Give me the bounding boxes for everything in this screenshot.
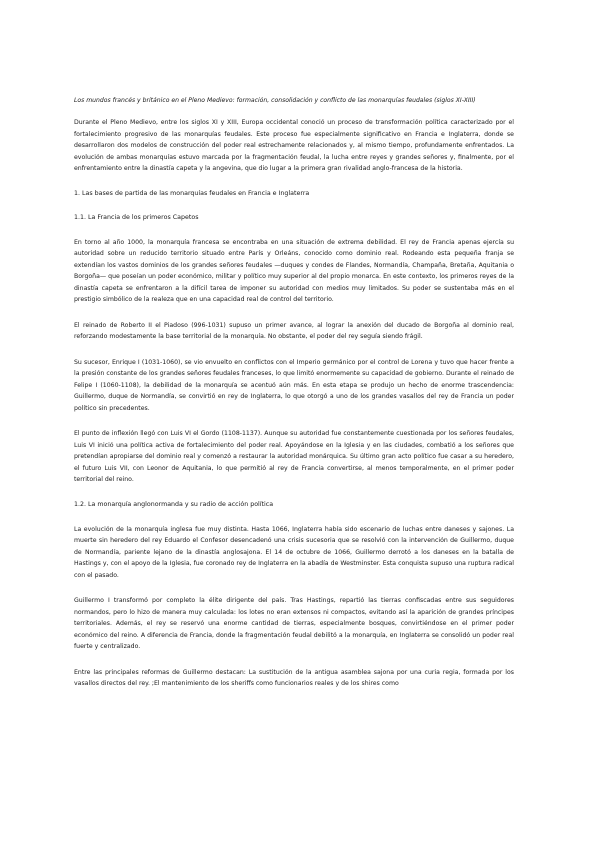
paragraph-guillermo-i: Guillermo I transformó por completo la élite dirigente del país. Tras Hastings, repartió las tierras confiscadas entre sus seguidores normandos, pero lo hizo de manera muy calculada: los lotes no eran extensos ni compactos, evitando así la aparición de grandes príncipes territoriales. Además, el rey se reservó una enorme cantidad de tierras, especialmente bosques, convirtiéndose en el primer poder económico del reino. A diferencia de Francia, donde la fragmentación feudal debilitó a la monarquía, en Inglaterra se consolidó un poder real fuerte y centralizado. <box>74 597 514 650</box>
subsection-heading-1-1: 1.1. La Francia de los primeros Capetos <box>74 213 199 221</box>
paragraph-monarquia-inglesa: La evolución de la monarquía inglesa fue muy distinta. Hasta 1066, Inglaterra había sido escenario de luchas entre daneses y sajones. La muerte sin heredero del rey Eduardo el Confesor desencadenó una crisis sucesoria que se resolvió con la intervención de Guillermo, duque de Normandía, pariente lejano de la dinastía anglosajona. El 14 de octubre de 1066, Guillermo derrotó a los daneses en la batalla de Hastings y, con el apoyo de la Iglesia, fue coronado rey de Inglaterra en la abadía de Westminster. Esta conquista supuso una ruptura radical con el pasado. <box>74 525 514 579</box>
paragraph-luis-vi: El punto de inflexión llegó con Luis VI el Gordo (1108-1137). Aunque su autoridad fue constantemente cuestionada por los señores feudales, Luis VI inició una política activa de fortalecimiento del poder real. Apoyándose en la Iglesia y en las ciudades, combatió a los señores que pretendían apropiarse del dominio real y comenzó a restaurar la autoridad monárquica. Su último gran acto político fue casar a su heredero, el futuro Luis VII, con Leonor de Aquitania, lo que permitió al rey de Francia convertirse, al menos temporalmente, en el primer poder territorial del reino. <box>74 430 514 483</box>
paragraph-reformas: Entre las principales reformas de Guillermo destacan: La sustitución de la antigua asamblea sajona por una curia regia, formada por los vasallos directos del rey. ;El mantenimiento de los sheriffs como funcionarios reales y de los shires como <box>74 668 514 687</box>
paragraph-intro: Durante el Pleno Medievo, entre los siglos XI y XIII, Europa occidental conoció un proceso de transformación política caracterizado por el fortalecimiento progresivo de las monarquías feudales. Este proceso fue especialmente significativo en Francia e Inglaterra, donde se desarrollaron dos modelos de construcción del poder real estrechamente relacionados y, al mismo tiempo, profundamente enfrentados. La evolución de ambas monarquías estuvo marcada por la fragmentación feudal, la lucha entre reyes y grandes señores y, finalmente, por el enfrentamiento entre la dinastía capeta y la angevina, que dio lugar a la primera gran rivalidad anglo-francesa de la historia. <box>74 119 514 172</box>
section-heading-1: 1. Las bases de partida de las monarquías feudales en Francia e Inglaterra <box>74 189 310 197</box>
paragraph-roberto-ii: El reinado de Roberto II el Piadoso (996-1031) supuso un primer avance, al lograr la anexión del ducado de Borgoña al dominio real, reforzando modestamente la base territorial de la monarquía. No obstante, el poder del rey seguía siendo frágil. <box>74 321 514 340</box>
subsection-heading-1-2: 1.2. La monarquía anglonormanda y su radio de acción política <box>74 500 274 508</box>
paragraph-capetos-origen: En torno al año 1000, la monarquía francesa se encontraba en una situación de extrema debilidad. El rey de Francia apenas ejercía su autoridad sobre un reducido territorio situado entre París y Orleáns, conocido como dominio real. Rodeando esta pequeña franja se extendían los vastos dominios de los grandes señores feudales —duques y condes de Flandes, Normandía, Champaña, Bretaña, Aquitania o Borgoña— que poseían un poder económico, militar y político muy superior al del propio monarca. En este contexto, los primeros reyes de la dinastía capeta se enfrentaron a la difícil tarea de imponer su autoridad con medios muy limitados. Su poder se sustentaba más en el prestigio simbólico de la realeza que en una capacidad real de control del territorio. <box>74 238 514 303</box>
paragraph-enrique-i: Su sucesor, Enrique I (1031-1060), se vio envuelto en conflictos con el Imperio germánico por el control de Lorena y tuvo que hacer frente a la presión constante de los grandes señores feudales franceses, lo que limitó enormemente su capacidad de gobierno. Durante el reinado de Felipe I (1060-1108), la debilidad de la monarquía se acentuó aún más. En esta etapa se produjo un hecho de enorme trascendencia: Guillermo, duque de Normandía, se convirtió en rey de Inglaterra, lo que otorgó a uno de los grandes vasallos del rey de Francia un poder político sin precedentes. <box>74 358 514 412</box>
document-title: Los mundos francés y británico en el Pleno Medievo: formación, consolidación y conflicto de las monarquías feudales (siglos XI-XIII) <box>74 97 476 104</box>
